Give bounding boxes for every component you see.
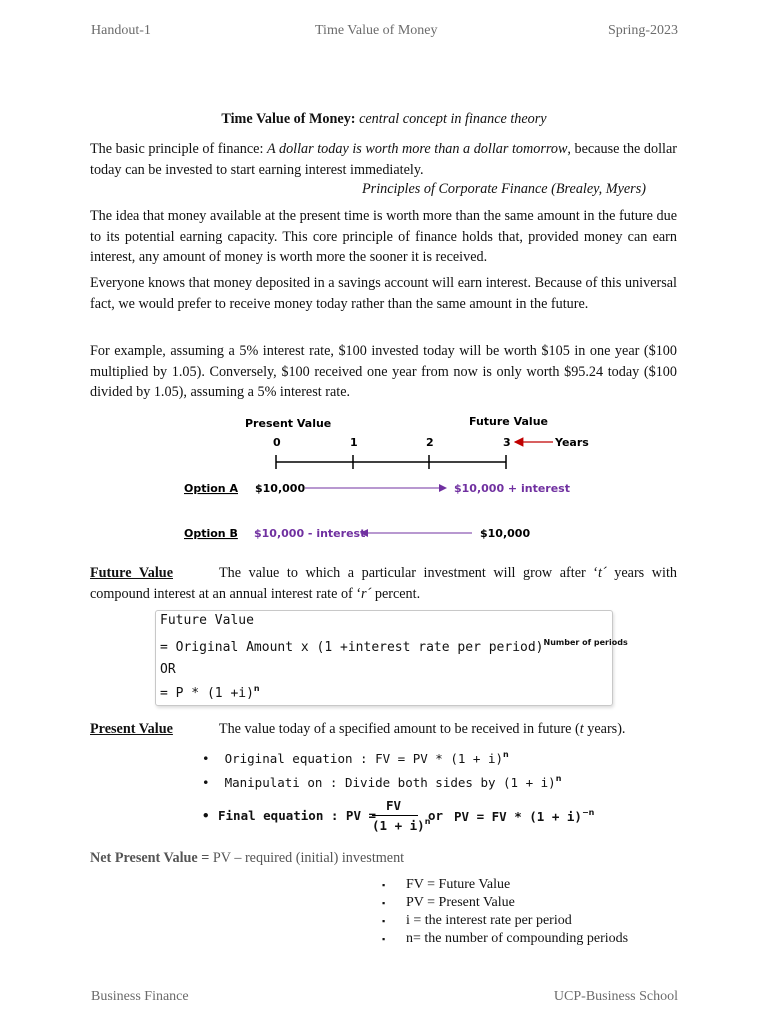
definition-item: ▪ PV = Present Value — [382, 894, 628, 912]
fv-box-line1: Future Value — [160, 613, 254, 628]
option-a-start: $10,000 — [255, 482, 306, 495]
fv-box-line2-sup: Number of periods — [543, 638, 628, 647]
intro-post: , because the dollar today can be invested to start earning interest immediately. — [90, 141, 678, 178]
pv-desc-post: years). — [583, 721, 626, 737]
variable-definitions — [382, 876, 628, 948]
future-value-heading: Future Value — [90, 565, 173, 581]
bullet-dot: • — [202, 808, 210, 823]
pv-alt-sup: −n — [581, 808, 595, 817]
fv-r: r´ — [361, 585, 372, 602]
pv-bullet-1-sup: n — [503, 750, 509, 759]
pv-t: t — [579, 721, 584, 737]
intro-paragraph — [90, 139, 677, 180]
paragraph-1: The idea that money available at the present time is worth more than the same amount in the future due to its potential earning capacity. This core principle of finance holds that, provided money can earn interest, any amount of money is worth more the sooner it is received. — [90, 208, 677, 265]
pv-fraction-bar — [372, 815, 418, 816]
header-center: Time Value of Money — [315, 23, 438, 38]
pv-fraction-denominator — [372, 817, 430, 833]
footer-right: UCP-Business School — [553, 989, 678, 1004]
timeline-diagram — [170, 408, 600, 548]
pv-fraction-numerator: FV — [386, 798, 402, 813]
document-title — [0, 111, 768, 128]
header-left: Handout-1 — [91, 23, 151, 38]
tick-label-1: 1 — [350, 436, 358, 449]
fv-desc-pre: The value to which a particular investment will grow after ‘ — [219, 565, 599, 581]
title-bold: Time Value of Money: — [221, 111, 356, 127]
future-value-formula-box — [155, 610, 628, 706]
fv-box-line4-sup: n — [253, 684, 260, 693]
fv-desc-post: percent. — [371, 585, 421, 602]
page-footer — [91, 989, 678, 1005]
pv-alt-formula — [454, 808, 594, 824]
definition-item: ▪ n= the number of compounding periods — [382, 930, 628, 948]
option-a-end: $10,000 + interest — [454, 482, 570, 495]
pv-bullet-1-text: Original equation : FV = PV * (1 + i) — [224, 751, 504, 766]
fv-box-line4-text: = P * (1 +i) — [160, 686, 254, 701]
pv-alt-text: PV = FV * (1 + i) — [454, 809, 582, 824]
tick-label-0: 0 — [273, 436, 281, 449]
intro-italic: A dollar today is worth more than a dollar tomorrow — [267, 141, 568, 157]
years-label: Years — [555, 436, 589, 449]
definition-item: ▪ FV = Future Value — [382, 876, 628, 894]
page-header — [91, 23, 678, 39]
pv-den-text: (1 + i) — [372, 818, 425, 833]
fv-box-line2 — [160, 638, 628, 655]
npv-formula: PV – required (initial) investment — [209, 850, 405, 866]
pv-desc-pre: The value today of a specified amount to be received in future ( — [218, 721, 580, 737]
paragraph-2: Everyone knows that money deposited in a savings account will earn interest. Because of this universal fact, we would prefer to receive money today rather than the same amount in the future. — [90, 275, 677, 312]
intro-pre: The basic principle of finance: — [90, 141, 267, 157]
npv-line — [90, 848, 677, 869]
fv-box-line2-text: = Original Amount x (1 +interest rate per period) — [160, 640, 544, 655]
present-value-definition — [90, 719, 677, 740]
option-a-label: Option A — [184, 482, 238, 495]
pv-or: or — [428, 808, 444, 823]
footer-left: Business Finance — [91, 989, 189, 1004]
pv-bullet-1 — [202, 750, 509, 766]
option-b-start: $10,000 - interest — [254, 527, 366, 540]
paragraph-3: For example, assuming a 5% interest rate, $100 invested today will be worth $105 in one year ($100 multiplied by 1.05). Conversely, $100 received one year from now is only worth $95.24 today ($100 divided by 1.05), assuming a 5% interest rate. — [90, 343, 677, 400]
pv-bullet-2 — [202, 774, 561, 790]
fv-box-line3: OR — [160, 662, 176, 677]
fv-desc-mid: years with compound interest at an annual interest rate of ‘ — [90, 565, 677, 602]
option-b-label: Option B — [184, 527, 238, 540]
header-right: Spring-2023 — [608, 23, 678, 38]
pv-bullet-2-sup: n — [555, 774, 562, 783]
future-value-definition — [90, 563, 677, 604]
citation: Principles of Corporate Finance (Brealey, Myers) — [362, 181, 646, 197]
pv-bullet-3-pre: Final equation : PV = — [218, 808, 377, 823]
bullet-dot: • — [202, 751, 225, 766]
pv-bullet-2-text: Manipulati on : Divide both sides by (1 + i) — [224, 775, 556, 790]
tick-label-2: 2 — [426, 436, 434, 449]
fv-box-line4 — [160, 684, 260, 701]
future-value-label: Future Value — [469, 415, 548, 428]
definition-item: ▪ i = the interest rate per period — [382, 912, 628, 930]
title-italic: central concept in finance theory — [355, 111, 547, 127]
npv-label: Net Present Value = — [90, 850, 210, 866]
pv-den-sup: n — [424, 817, 431, 826]
present-value-heading: Present Value — [90, 721, 173, 737]
tick-label-3: 3 — [503, 436, 511, 449]
option-b-end: $10,000 — [480, 527, 531, 540]
bullet-dot: • — [202, 775, 225, 790]
present-value-label: Present Value — [245, 417, 332, 430]
fv-t: t´ — [598, 565, 607, 581]
